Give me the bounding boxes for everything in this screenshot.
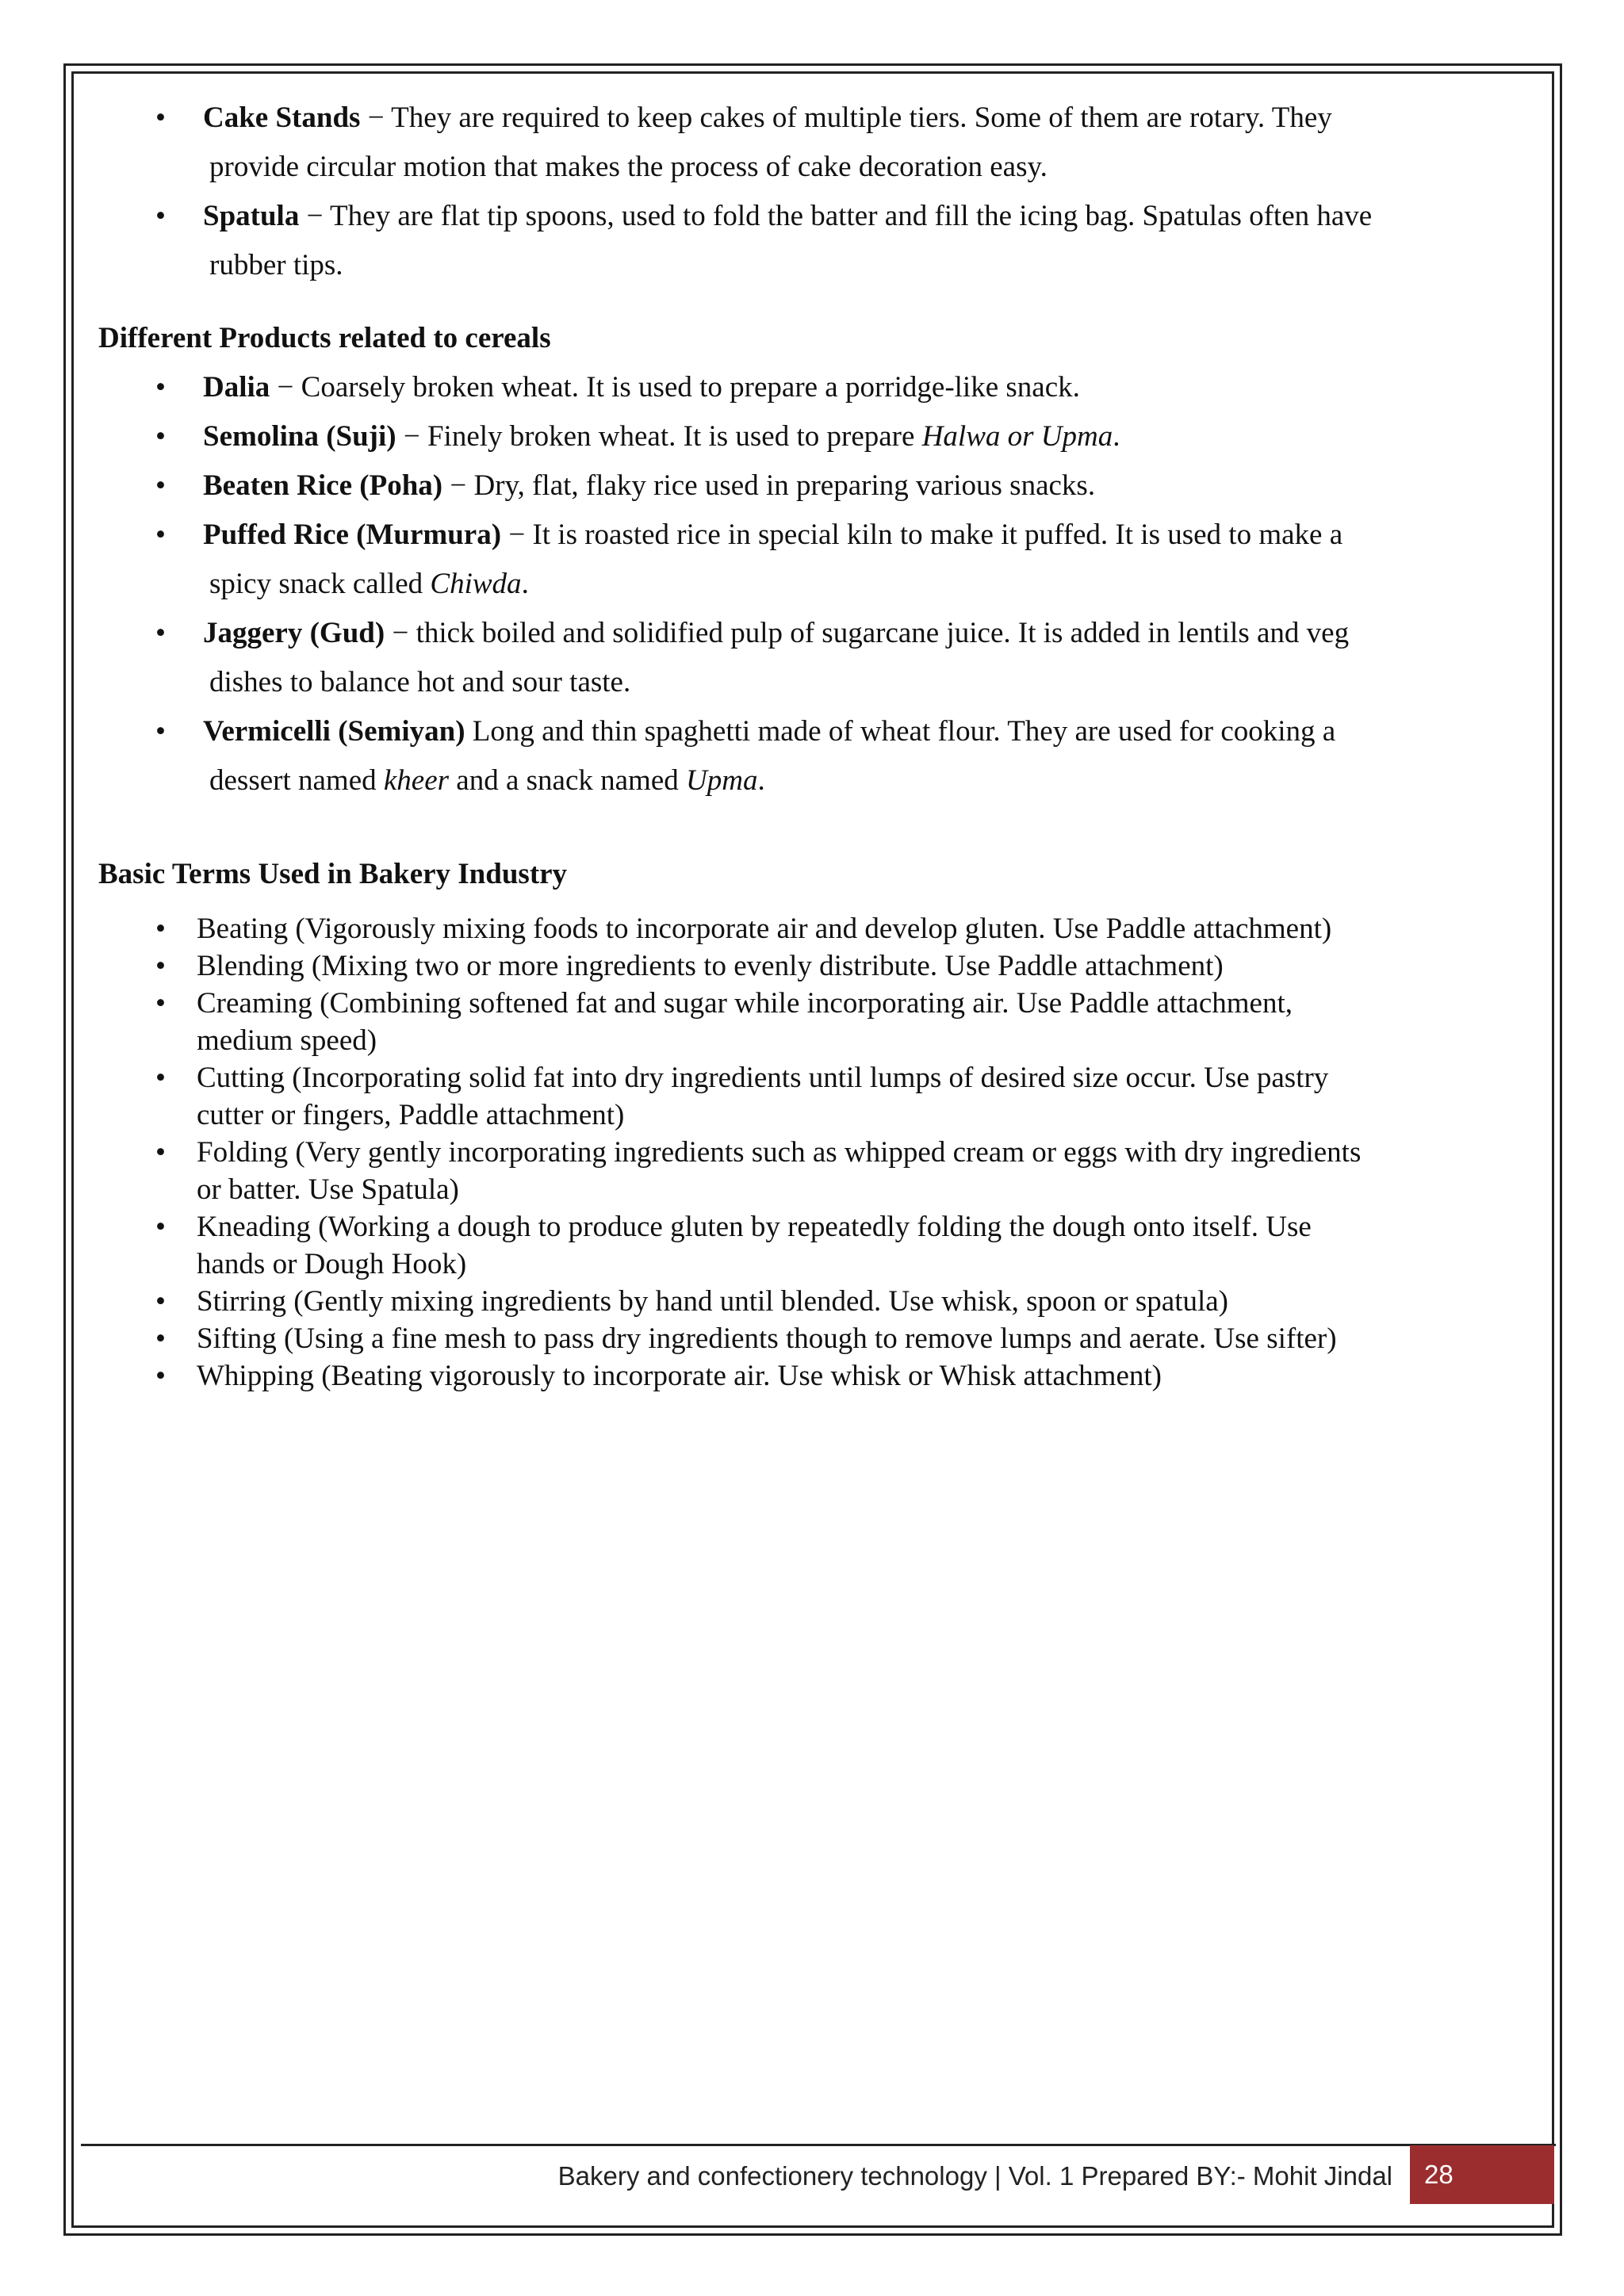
- list-item-blending: [98, 947, 1510, 985]
- item-text-italic: Chiwda: [430, 568, 522, 600]
- term-label: Dalia: [203, 371, 270, 404]
- page-number-badge: 28: [1410, 2145, 1554, 2204]
- term-label: Beaten Rice (Poha): [203, 469, 443, 502]
- term-text: Folding (Very gently incorporating ingredients such as whipped cream or eggs with dry ingredients: [197, 1136, 1362, 1169]
- separator: −: [360, 101, 392, 134]
- page-content: [98, 94, 1526, 1395]
- separator: [465, 715, 473, 748]
- list-item-semolina: [98, 412, 1526, 461]
- bakery-terms-list: [98, 910, 1526, 1395]
- bullet-icon: •: [155, 617, 166, 649]
- term-text: Creaming (Combining softened fat and sugar while incorporating air. Use Paddle attachment,: [197, 987, 1293, 1020]
- item-text: It is roasted rice in special kiln to make it puffed. It is used to make a: [532, 519, 1343, 551]
- list-item-puffed-rice: [98, 511, 1526, 609]
- item-text: Long and thin spaghetti made of wheat flour. They are used for cooking a: [472, 715, 1336, 748]
- item-text-italic: Upma: [686, 764, 758, 797]
- term-label: Cake Stands: [203, 101, 361, 134]
- item-text: Dry, flat, flaky rice used in preparing various snacks.: [473, 469, 1096, 502]
- section-heading-bakery-terms: Basic Terms Used in Bakery Industry: [98, 858, 568, 890]
- footer-divider: [81, 2144, 1556, 2146]
- item-text-continued: provide circular motion that makes the process of cake decoration easy.: [209, 151, 1048, 183]
- term-text-continued: or batter. Use Spatula): [197, 1173, 459, 1206]
- list-item-jaggery: [98, 609, 1526, 707]
- list-item-vermicelli: [98, 707, 1526, 806]
- term-label: Puffed Rice (Murmura): [203, 519, 502, 551]
- bullet-icon: •: [155, 420, 166, 453]
- bullet-icon: •: [155, 913, 166, 945]
- term-text: Stirring (Gently mixing ingredients by hand until blended. Use whisk, spoon or spatula): [197, 1285, 1228, 1318]
- item-text: spicy snack called: [209, 568, 431, 600]
- bullet-icon: •: [155, 519, 166, 551]
- item-text: They are required to keep cakes of multiple tiers. Some of them are rotary. They: [391, 101, 1332, 134]
- list-item-spatula: [98, 192, 1526, 290]
- bullet-icon: •: [155, 1136, 166, 1169]
- section-heading-cereals: Different Products related to cereals: [98, 322, 551, 354]
- bullet-icon: •: [155, 1360, 166, 1392]
- bullet-icon: •: [155, 101, 166, 134]
- bullet-icon: •: [155, 200, 166, 232]
- term-text-continued: hands or Dough Hook): [197, 1248, 467, 1280]
- item-text-tail: .: [757, 764, 765, 797]
- item-text-italic: kheer: [383, 764, 450, 797]
- bullet-icon: •: [155, 715, 166, 748]
- item-text-continued: dishes to balance hot and sour taste.: [209, 666, 631, 698]
- separator: −: [385, 617, 416, 649]
- term-label: Semolina (Suji): [203, 420, 396, 453]
- item-text-continued: [203, 756, 1526, 806]
- item-text-italic: Halwa or Upma: [921, 420, 1113, 453]
- bullet-icon: •: [155, 1322, 166, 1355]
- item-text: and a snack named: [449, 764, 687, 797]
- list-item-stirring: [98, 1283, 1510, 1320]
- bullet-icon: •: [155, 1285, 166, 1318]
- item-text-tail: .: [521, 568, 529, 600]
- bullet-icon: •: [155, 987, 166, 1020]
- bullet-icon: •: [155, 469, 166, 502]
- item-text-continued: [203, 560, 1526, 609]
- bullet-icon: •: [155, 1062, 166, 1094]
- term-text: Blending (Mixing two or more ingredients to evenly distribute. Use Paddle attachment): [197, 950, 1224, 982]
- list-item-dalia: [98, 363, 1526, 412]
- bullet-icon: •: [155, 371, 166, 404]
- list-item-creaming: [98, 985, 1510, 1059]
- term-text: Sifting (Using a fine mesh to pass dry ingredients though to remove lumps and aerate. Use sifter): [197, 1322, 1337, 1355]
- term-label: Vermicelli (Semiyan): [203, 715, 465, 748]
- list-item-folding: [98, 1134, 1510, 1208]
- term-text-continued: cutter or fingers, Paddle attachment): [197, 1099, 625, 1131]
- separator: −: [396, 420, 427, 453]
- item-text: dessert named: [209, 764, 384, 797]
- term-text: Whipping (Beating vigorously to incorporate air. Use whisk or Whisk attachment): [197, 1360, 1162, 1392]
- separator: −: [501, 519, 533, 551]
- term-text: Beating (Vigorously mixing foods to incorporate air and develop gluten. Use Paddle attachment): [197, 913, 1332, 945]
- term-text: Kneading (Working a dough to produce gluten by repeatedly folding the dough onto itself. Use: [197, 1211, 1312, 1243]
- bullet-icon: •: [155, 1211, 166, 1243]
- term-text-continued: medium speed): [197, 1024, 377, 1057]
- list-item-beaten-rice: [98, 461, 1526, 511]
- list-item-kneading: [98, 1208, 1510, 1283]
- list-item-beating: [98, 910, 1510, 947]
- separator: −: [442, 469, 474, 502]
- term-label: Spatula: [203, 200, 300, 232]
- list-item-cake-stands: [98, 94, 1526, 192]
- term-text: Cutting (Incorporating solid fat into dry ingredients until lumps of desired size occur. Use pastry: [197, 1062, 1329, 1094]
- bullet-icon: •: [155, 950, 166, 982]
- list-item-whipping: [98, 1357, 1510, 1395]
- separator: −: [270, 371, 301, 404]
- item-text: Coarsely broken wheat. It is used to prepare a porridge-like snack.: [301, 371, 1080, 404]
- list-item-cutting: [98, 1059, 1510, 1134]
- item-text: They are flat tip spoons, used to fold the batter and fill the icing bag. Spatulas often have: [330, 200, 1373, 232]
- item-text-continued: rubber tips.: [209, 249, 343, 281]
- list-item-sifting: [98, 1320, 1510, 1357]
- item-text: thick boiled and solidified pulp of sugarcane juice. It is added in lentils and veg: [416, 617, 1350, 649]
- footer-text: Bakery and confectionery technology | Vol. 1 Prepared BY:- Mohit Jindal: [557, 2161, 1392, 2191]
- item-text-tail: .: [1113, 420, 1120, 453]
- item-text: Finely broken wheat. It is used to prepare: [427, 420, 922, 453]
- separator: −: [299, 200, 331, 232]
- term-label: Jaggery (Gud): [203, 617, 385, 649]
